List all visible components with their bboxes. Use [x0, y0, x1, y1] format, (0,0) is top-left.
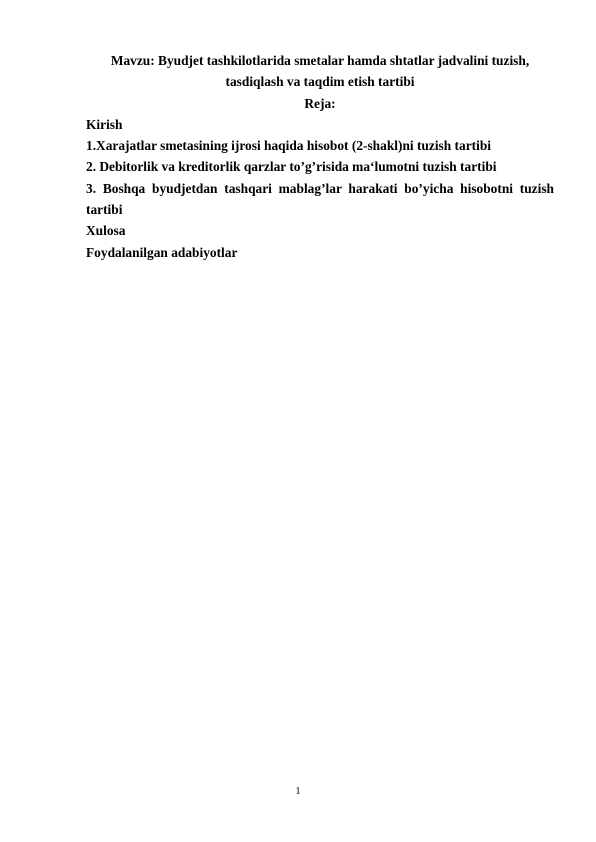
- plan-item-3-continued: tartibi: [86, 202, 123, 218]
- plan-item-references: Foydalanilgan adabiyotlar: [86, 244, 238, 260]
- title-line-2: tasdiqlash va taqdim etish tartibi: [225, 74, 415, 90]
- plan-item-1: 1.Xarajatlar smetasining ijrosi haqida hisobot (2-shakl)ni tuzish tartibi: [86, 138, 491, 154]
- plan-item-introduction: Kirish: [86, 116, 123, 132]
- document-title: [86, 50, 554, 93]
- title-line-1: Mavzu: Byudjet tashkilotlarida smetalar hamda shtatlar jadvalini tuzish,: [110, 53, 530, 68]
- plan-item-2: 2. Debitorlik va kreditorlik qarzlar to’g’risida ma‘lumotni tuzish tartibi: [86, 159, 497, 175]
- page-content: [86, 50, 554, 263]
- page-number: 1: [295, 786, 301, 797]
- plan-item-3: 3. Boshqa byudjetdan tashqari mablag’lar harakati bo’yicha hisobotni tuzish: [86, 180, 554, 196]
- plan-item-conclusion: Xulosa: [86, 223, 126, 239]
- plan-list: [86, 114, 554, 263]
- plan-heading: Reja:: [304, 95, 336, 111]
